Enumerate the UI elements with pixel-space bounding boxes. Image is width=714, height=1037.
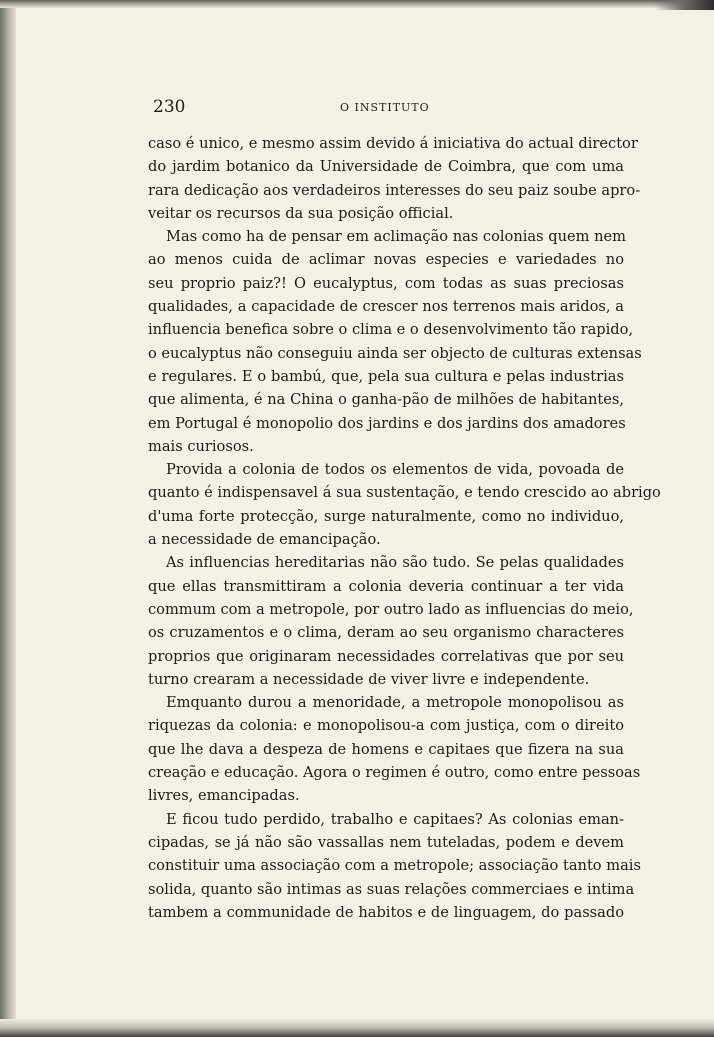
text-line: ao menos cuida de aclimar novas especies e variedades no	[148, 251, 624, 269]
page-number: 230	[153, 97, 186, 117]
text-line: mais curiosos.	[148, 437, 254, 455]
running-title: O INSTITUTO	[340, 101, 430, 114]
text-line: que alimenta, é na China o ganha-pão de milhões de habitantes,	[148, 391, 624, 409]
text-line: livres, emancipadas.	[148, 787, 300, 805]
text-line: e regulares. E o bambú, que, pela sua cultura e pelas industrias	[148, 367, 624, 385]
text-line: turno crearam a necessidade de viver livre e independente.	[148, 670, 590, 688]
text-line: solida, quanto são intimas as suas relações commerciaes e intima	[148, 880, 635, 898]
text-line: a necessidade de emancipação.	[148, 531, 381, 549]
text-line: commum com a metropole, por outro lado as influencias do meio,	[148, 600, 634, 618]
paragraph-first-line: Mas como ha de pensar em aclimação nas colonias quem nem	[166, 228, 626, 246]
text-line: do jardim botanico da Universidade de Coimbra, que com uma	[148, 158, 624, 176]
text-line: que lhe dava a despeza de homens e capitaes que fizera na sua	[148, 740, 624, 758]
top-corner-shadow	[654, 0, 714, 10]
text-line: os cruzamentos e o clima, deram ao seu organismo characteres	[148, 624, 624, 642]
text-line: em Portugal é monopolio dos jardins e dos jardins dos amadores	[148, 414, 626, 432]
text-line: que ellas transmittiram a colonia deveria continuar a ter vida	[148, 577, 624, 595]
top-edge-shadow	[0, 0, 714, 8]
page-header	[153, 97, 623, 119]
text-line: qualidades, a capacidade de crescer nos terrenos mais aridos, a	[148, 298, 624, 316]
text-line: seu proprio paiz?! O eucalyptus, com todas as suas preciosas	[148, 274, 624, 292]
text-line: d'uma forte protecção, surge naturalmente, como no individuo,	[148, 507, 624, 525]
text-line: veitar os recursos da sua posição official.	[148, 204, 454, 222]
paragraph-first-line: Emquanto durou a menoridade, a metropole monopolisou as	[166, 694, 624, 712]
text-line: constituir uma associação com a metropole; associação tanto mais	[148, 857, 641, 875]
text-line: influencia benefica sobre o clima e o desenvolvimento tão rapido,	[148, 321, 634, 339]
text-line: rara dedicação aos verdadeiros interesses do seu paiz soube apro-	[148, 181, 641, 199]
text-line: proprios que originaram necessidades correlativas que por seu	[148, 647, 624, 665]
paragraph-first-line: As influencias hereditarias não são tudo. Se pelas qualidades	[166, 554, 624, 572]
text-line: caso é unico, e mesmo assim devido á iniciativa do actual director	[148, 135, 638, 152]
binding-shadow	[0, 0, 16, 1037]
text-line: creação e educação. Agora o regimen é outro, como entre pessoas	[148, 764, 641, 782]
text-line: o eucalyptus não conseguiu ainda ser objecto de culturas extensas	[148, 344, 642, 362]
text-line: tambem a communidade de habitos e de linguagem, do passado	[148, 903, 624, 921]
text-line: cipadas, se já não são vassallas nem tuteladas, podem e devem	[148, 833, 624, 851]
body-text	[148, 132, 661, 924]
text-line: riquezas da colonia: e monopolisou-a com justiça, com o direito	[148, 717, 624, 735]
paragraph-first-line: E ficou tudo perdido, trabalho e capitaes? As colonias eman-	[166, 810, 624, 828]
bottom-edge-shadow	[0, 1019, 714, 1037]
text-line: quanto é indispensavel á sua sustentação, e tendo crescido ao abrigo	[148, 484, 661, 502]
paragraph-first-line: Provida a colonia de todos os elementos de vida, povoada de	[166, 461, 624, 479]
